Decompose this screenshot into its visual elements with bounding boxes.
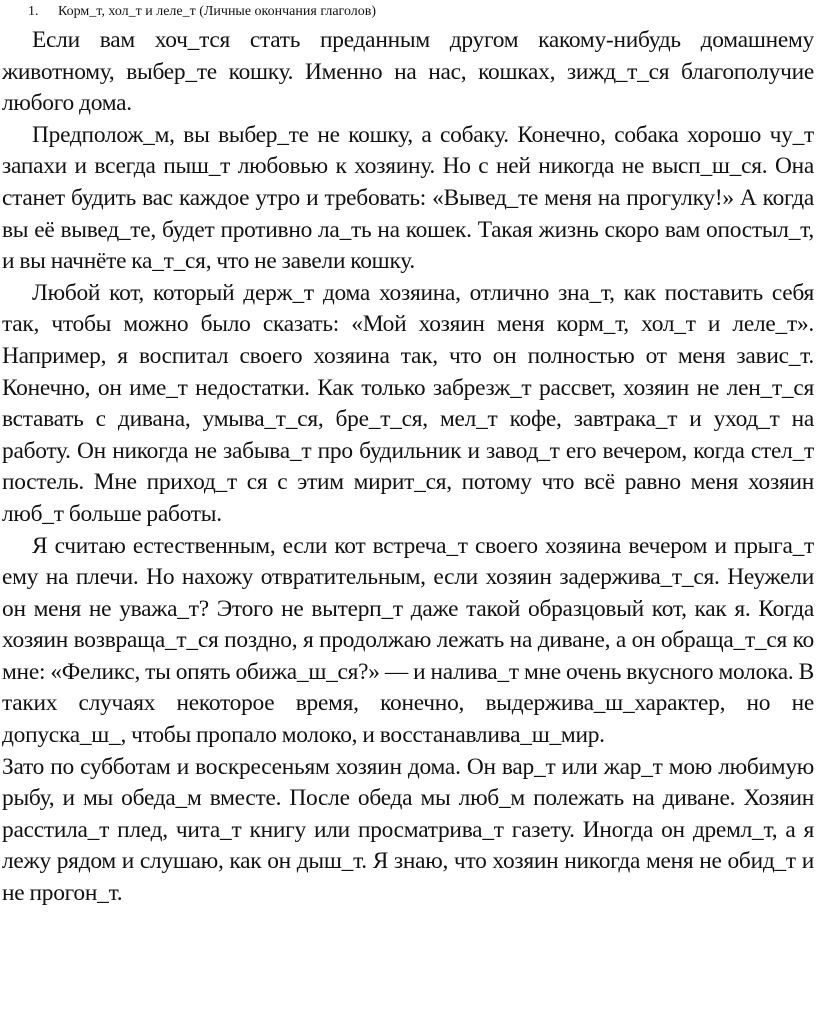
exercise-title: Корм_т, хол_т и леле_т (Личные окончания глаголов) [58,4,377,19]
paragraph-2: Предполож_м, вы выбер_те не кошку, а собаку. Конечно, собака хорошо чу_т запахи и всегда пыш_т любовью к хозяину. Но с ней никогда не высп_ш_ся. Она станет будить вас каждое утро и требовать: «Вывед_те меня на прогулку!» А когда вы её вывед_те, будет противно ла_ть на кошек. Такая жизнь скоро вам опостыл_т, и вы начнёте ка_т_ся, что не завели кошку. [2,121,814,275]
paragraph-1: Если вам хоч_тся стать преданным другом какому-нибудь домашнему животному, выбер_те кошку. Именно на нас, кошках, зижд_т_ся благополучие любого дома. [2,27,814,117]
paragraph-4: Я считаю естественным, если кот встреча_т своего хозяина вечером и прыга_т ему на плечи. Но нахожу отвратительным, если хозяин задержива_т_ся. Неужели он меня не уважа_т? Этого не вытерп_т даже такой образцовый кот, как я. Когда хозяин возвраща_т_ся поздно, я продолжаю лежать на диване, а он обраща_т_ся ко мне: «Феликс, ты опять обижа_ш_ся?» — и налива_т мне очень вкусного молока. В таких случаях некоторое время, конечно, выдержива_ш_характер, но не допуска_ш_, чтобы пропало молоко, и восстанавлива_ш_мир. [2,532,814,749]
exercise-header [2,3,814,25]
exercise-number: 1. [28,4,39,19]
paragraph-5: Зато по субботам и воскресеньям хозяин дома. Он вар_т или жар_т мою любимую рыбу, и мы обеда_м вместе. После обеда мы люб_м полежать на диване. Хозяин расстила_т плед, чита_т книгу или просматрива_т газету. Иногда он дремл_т, а я лежу рядом и слушаю, как он дыш_т. Я знаю, что хозяин никогда меня не обид_т и не прогон_т. [2,753,814,907]
paragraph-3: Любой кот, который держ_т дома хозяина, отлично зна_т, как поставить себя так, чтобы можно было сказать: «Мой хозяин меня корм_т, хол_т и леле_т». Например, я воспитал своего хозяина так, что он полностью от меня завис_т. Конечно, он име_т недостатки. Как только забрезж_т рассвет, хозяин не лен_т_ся вставать с дивана, умыва_т_ся, бре_т_ся, мел_т кофе, завтрака_т и уход_т на работу. Он никогда не забыва_т про будильник и завод_т его вечером, когда стел_т постель. Мне приход_т ся с этим мирит_ся, потому что всё равно меня хозяин люб_т больше работы. [2,279,814,527]
